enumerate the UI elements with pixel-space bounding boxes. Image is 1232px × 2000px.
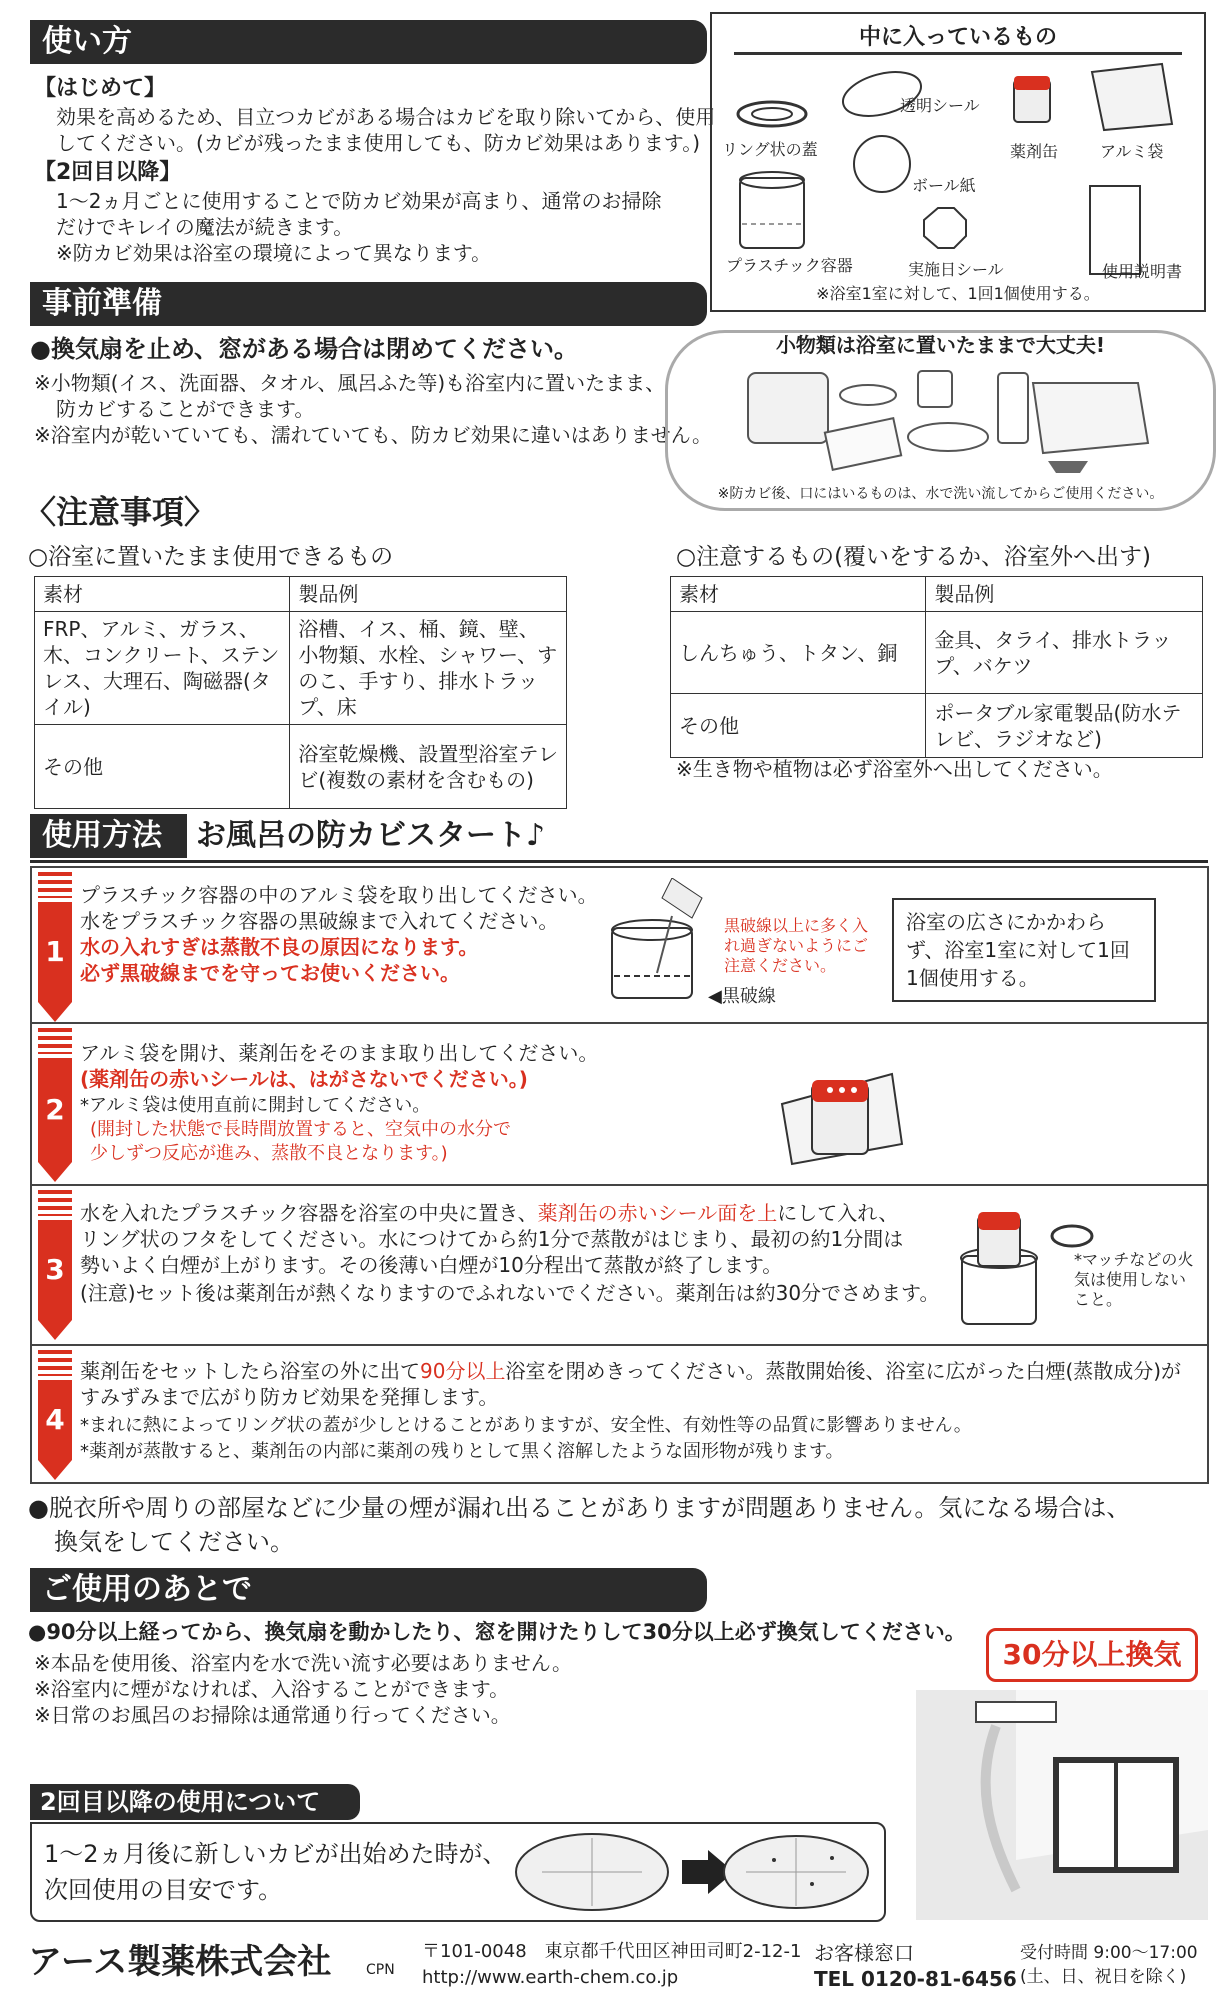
soap-dish-icon <box>840 385 896 405</box>
table-row <box>35 725 567 809</box>
step-4-note-1: *まれに熱によってリング状の蓋が少しとけることがありますが、安全性、有効性等の品質に影響ありません。 <box>80 1415 972 1436</box>
usage-second-text-2: だけでキレイの魔法が続きます。 <box>56 215 354 239</box>
cup-icon <box>918 371 952 407</box>
footer-company: アース製薬株式会社 <box>28 1942 332 1982</box>
caution-title: 〈注意事項〉 <box>24 493 217 531</box>
usage-second-note: ※防カビ効果は浴室の環境によって異なります。 <box>56 241 492 265</box>
prep-header: 事前準備 <box>30 282 707 326</box>
table-row <box>35 612 567 725</box>
usage-first-text-1: 効果を高めるため、目立つカビがある場合はカビを取り除いてから、使用 <box>56 105 716 129</box>
caution-right-note: ※生き物や植物は必ず浴室外へ出してください。 <box>676 757 1113 781</box>
usage-first-text-2: してください。(カビが残ったまま使用しても、防カビ効果はあります。) <box>56 131 701 155</box>
cardboard-icon <box>854 136 910 192</box>
step-2-note-red-2: 少しずつ反応が進み、蒸散不良となります。) <box>90 1143 448 1164</box>
step-number: 3 <box>38 1220 72 1320</box>
caution-left-table <box>34 576 567 809</box>
usage-first-title: 【はじめて】 <box>34 76 167 101</box>
table-row <box>671 612 1203 694</box>
method-subtitle: お風呂の防カビスタート♪ <box>196 818 546 853</box>
footer-hours-2: (土、日、祝日を除く) <box>1020 1967 1187 1987</box>
step-3-line-1 <box>80 1200 898 1226</box>
step-1-box: 浴室の広さにかかわらず、浴室1室に対して1回1個使用する。 <box>892 898 1156 1002</box>
toy-boat-icon <box>1048 461 1088 473</box>
col-example: 製品例 <box>290 577 567 612</box>
step-1 <box>30 866 1209 1024</box>
afteruse-note-2: ※浴室内に煙がなければ、入浴することができます。 <box>34 1677 510 1701</box>
step-1-warning-2: 必ず黒破線までを守ってお使いください。 <box>80 961 460 985</box>
step-1-line-1: プラスチック容器の中のアルミ袋を取り出してください。 <box>80 883 598 907</box>
step-2-note: *アルミ袋は使用直前に開封してください。 <box>80 1095 431 1116</box>
method-after-2: 換気をしてください。 <box>54 1528 294 1556</box>
table-cell: 浴室乾燥機、設置型浴室テレビ(複数の素材を含むもの) <box>290 725 567 809</box>
step-number: 2 <box>38 1058 72 1162</box>
step-stripes <box>38 1028 72 1054</box>
second-line-2: 次回使用の目安です。 <box>44 1876 283 1904</box>
table-header-row <box>35 577 567 612</box>
col-material: 素材 <box>671 577 926 612</box>
step-4-line-1 <box>80 1358 1181 1384</box>
water-container-illustration <box>602 878 712 1008</box>
second-box <box>30 1822 886 1922</box>
afteruse-main: ●90分以上経ってから、換気扇を動かしたり、窓を開けたりして30分以上必ず換気してください。 <box>28 1620 966 1644</box>
afteruse-note-3: ※日常のお風呂のお掃除は通常通り行ってください。 <box>34 1703 511 1727</box>
step-1-figure-warning: 黒破線以上に多く入れ過ぎないようにご注意ください。 <box>724 916 869 975</box>
open-bag-illustration <box>772 1034 912 1174</box>
cloud-note: ※防カビ後、口にはいるものは、水で洗い流してからご使用ください。 <box>717 486 1164 502</box>
usage-header: 使い方 <box>30 20 707 64</box>
contents-item-can: 薬剤缶 <box>1010 142 1059 161</box>
step-number: 4 <box>38 1380 72 1460</box>
table-cell: その他 <box>671 694 926 758</box>
bottle-icon <box>998 373 1028 443</box>
basin-icon <box>908 423 988 451</box>
contents-box <box>710 12 1206 312</box>
step-2 <box>30 1022 1209 1186</box>
bath-stool-icon <box>748 373 828 443</box>
exhaust-fan-icon <box>976 1702 1056 1722</box>
caution-right-heading: ○注意するもの(覆いをするか、浴室外へ出す) <box>676 544 1152 570</box>
method-after-1: ●脱衣所や周りの部屋などに少量の煙が漏れ出ることがありますが問題ありません。気になる場合は、 <box>28 1494 1131 1522</box>
step-4-note-2: *薬剤が蒸散すると、薬剤缶の内部に薬剤の残りとして黒く溶解したような固形物が残ります。 <box>80 1441 844 1462</box>
step-3-line-1a: 水を入れたプラスチック容器を浴室の中央に置き、 <box>80 1201 538 1225</box>
step-3-line-3: 勢いよく白煙が上がります。その後薄い白煙が10分程出て蒸散が終了します。 <box>80 1253 783 1277</box>
footer-address: 〒101-0048 東京都千代田区神田司町2-12-1 <box>422 1941 802 1962</box>
ventilation-illustration <box>916 1690 1208 1920</box>
table-cell: 浴槽、イス、桶、鏡、壁、小物類、水栓、シャワー、すのこ、手すり、排水トラップ、床 <box>290 612 567 725</box>
prep-note-1-2: 防カビすることができます。 <box>56 397 315 421</box>
prep-note-1-1: ※小物類(イス、洗面器、タオル、風呂ふた等)も浴室内に置いたまま、 <box>34 371 666 395</box>
contents-item-date-sticker: 実施日シール <box>908 260 1004 279</box>
caution-right-table <box>670 576 1203 758</box>
table-cell: ポータブル家電製品(防水テレビ、ラジオなど) <box>926 694 1203 758</box>
step-2-warning: (薬剤缶の赤いシールは、はがさないでください。) <box>80 1067 528 1091</box>
table-row <box>671 694 1203 758</box>
aluminum-bag-icon <box>1092 64 1172 130</box>
usage-second-text-1: 1～2ヵ月ごとに使用することで防カビ効果が高まり、通常のお掃除 <box>56 189 662 213</box>
step-stripes <box>38 1190 72 1216</box>
step-3-line-1b: にして入れ、 <box>777 1201 899 1225</box>
step-4-line-1a: 薬剤缶をセットしたら浴室の外に出て <box>80 1359 420 1383</box>
col-example: 製品例 <box>926 577 1203 612</box>
step-3 <box>30 1184 1209 1346</box>
afteruse-note-1: ※本品を使用後、浴室内を水で洗い流す必要はありません。 <box>34 1651 572 1675</box>
arrow-left-icon: ◀ <box>708 986 722 1007</box>
step-stripes <box>38 1350 72 1376</box>
bath-lid-icon <box>1033 383 1148 453</box>
contents-item-container: プラスチック容器 <box>726 256 853 275</box>
step-3-figure-note: *マッチなどの火気は使用しないこと。 <box>1074 1250 1194 1309</box>
table-header-row <box>671 577 1203 612</box>
prep-note-2: ※浴室内が乾いていても、濡れていても、防カビ効果に違いはありません。 <box>34 423 712 447</box>
step-4-line-1-red: 90分以上 <box>420 1359 506 1383</box>
ring-lid-icon <box>738 102 806 126</box>
contents-item-clear-seal: 透明シール <box>900 96 980 115</box>
contents-title: 中に入っているもの <box>858 25 1057 50</box>
prep-main: ●換気扇を止め、窓がある場合は閉めてください。 <box>30 335 578 363</box>
footer-contact-label: お客様窓口 <box>814 1941 914 1965</box>
caution-left-heading: ○浴室に置いたまま使用できるもの <box>28 544 394 570</box>
cloud-title: 小物類は浴室に置いたままで大丈夫! <box>775 333 1106 357</box>
usage-second-title: 【2回目以降】 <box>34 160 182 185</box>
step-4 <box>30 1344 1209 1484</box>
table-cell: しんちゅう、トタン、銅 <box>671 612 926 694</box>
footer-cpn: CPN <box>366 1962 395 1978</box>
step-4-line-1b: 浴室を閉めきってください。蒸散開始後、浴室に広がった白煙(蒸散成分)が <box>505 1359 1182 1383</box>
afteruse-header: ご使用のあとで <box>30 1568 707 1612</box>
contents-item-ring-lid: リング状の蓋 <box>722 140 818 159</box>
footer-url[interactable]: http://www.earth-chem.co.jp <box>422 1967 679 1988</box>
contents-item-manual: 使用説明書 <box>1102 262 1183 281</box>
table-cell: 金具、タライ、排水トラップ、バケツ <box>926 612 1203 694</box>
second-header: 2回目以降の使用について <box>30 1784 360 1820</box>
bath-items-illustration <box>668 333 1213 508</box>
step-3-line-4: (注意)セット後は薬剤缶が熱くなりますのでふれないでください。薬剤缶は約30分でさめます。 <box>80 1281 940 1305</box>
date-sticker-icon <box>924 208 966 248</box>
mold-comparison-illustration <box>512 1830 872 1914</box>
ventilation-badge: 30分以上換気 <box>986 1628 1198 1682</box>
step-1-warning-1: 水の入れすぎは蒸散不良の原因になります。 <box>80 935 479 959</box>
table-cell: FRP、アルミ、ガラス、木、コンクリート、ステンレス、大理石、陶磁器(タイル) <box>35 612 290 725</box>
step-1-line-2: 水をプラスチック容器の黒破線まで入れてください。 <box>80 909 559 933</box>
cloud-bubble <box>665 330 1216 511</box>
contents-note: ※浴室1室に対して、1回1個使用する。 <box>816 284 1100 303</box>
method-header: 使用方法 <box>30 814 187 858</box>
step-2-line-1: アルミ袋を開け、薬剤缶をそのまま取り出してください。 <box>80 1041 599 1065</box>
contents-item-cardboard: ボール紙 <box>912 176 976 195</box>
towel-icon <box>825 418 901 470</box>
footer-hours-1: 受付時間 9:00～17:00 <box>1020 1943 1198 1963</box>
dashed-line-label: 黒破線 <box>721 986 776 1007</box>
step-3-line-2: リング状のフタをしてください。水につけてから約1分で蒸散がはじまり、最初の約1分間は <box>80 1227 904 1251</box>
step-1-figure-label <box>708 982 776 1008</box>
step-number: 1 <box>38 902 72 1002</box>
step-2-note-red-1: (開封した状態で長時間放置すると、空気中の水分で <box>90 1119 512 1140</box>
table-cell: その他 <box>35 725 290 809</box>
footer-tel[interactable]: TEL 0120-81-6456 <box>814 1967 1017 1991</box>
step-4-line-2: すみずみまで広がり防カビ効果を発揮します。 <box>80 1385 499 1409</box>
col-material: 素材 <box>35 577 290 612</box>
step-stripes <box>38 872 72 898</box>
method-rule <box>30 860 1208 863</box>
step-3-line-1-red: 薬剤缶の赤いシール面を上 <box>537 1201 778 1225</box>
contents-item-bag: アルミ袋 <box>1100 142 1164 161</box>
second-line-1: 1～2ヵ月後に新しいカビが出始めた時が、 <box>44 1840 507 1868</box>
